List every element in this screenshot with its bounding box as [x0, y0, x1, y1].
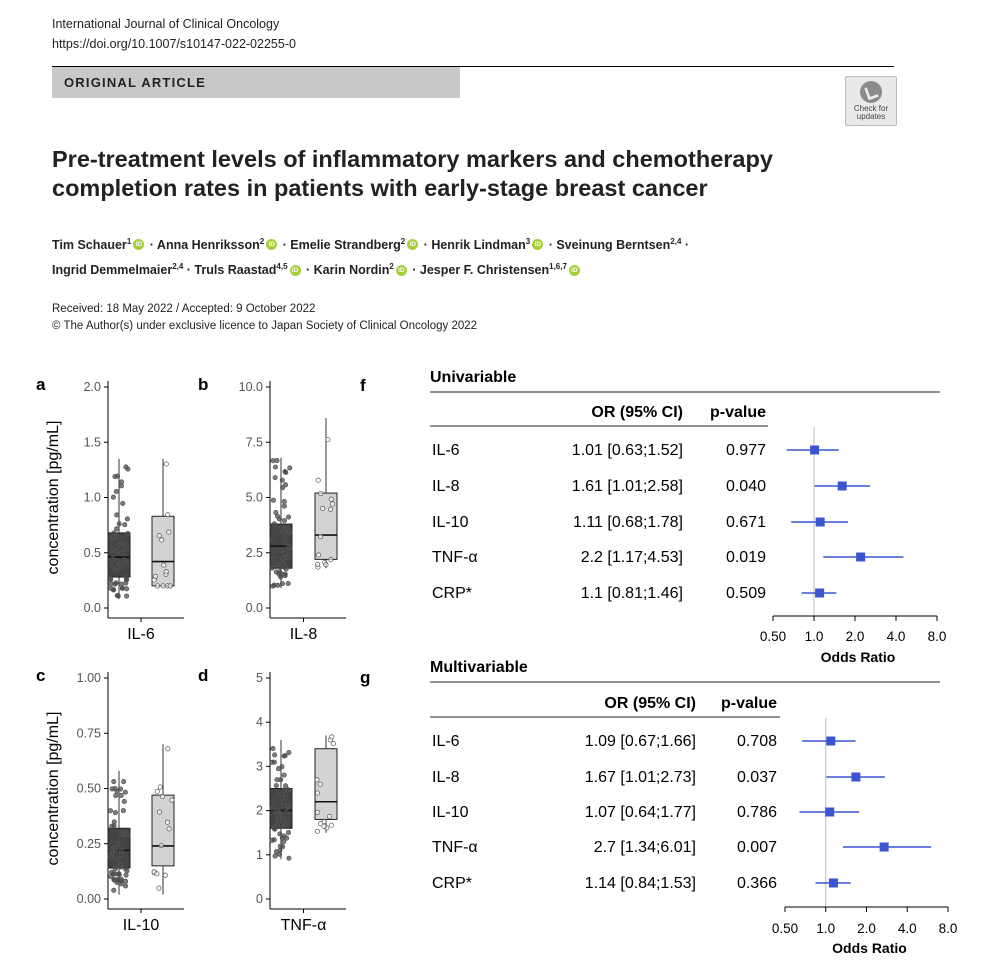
data-point [330, 735, 334, 739]
or-marker [826, 737, 835, 746]
data-point [157, 533, 161, 537]
data-point [286, 830, 290, 834]
row-label: IL-10 [432, 514, 469, 531]
data-point [110, 787, 114, 791]
row-or-ci: 1.67 [1.01;2.73] [584, 769, 696, 786]
data-point [315, 829, 319, 833]
author-name[interactable]: Ingrid Demmelmaier [52, 263, 173, 278]
data-point [273, 854, 277, 858]
data-point [270, 566, 274, 570]
data-point [162, 563, 166, 567]
data-point [278, 848, 282, 852]
orcid-icon[interactable]: iD [532, 239, 543, 250]
data-point [120, 832, 124, 836]
data-point [124, 873, 128, 877]
data-point [284, 836, 288, 840]
data-point [163, 873, 167, 877]
data-point [286, 515, 290, 519]
data-point [116, 594, 120, 598]
y-tick-label: 2 [256, 803, 263, 818]
data-point [283, 469, 287, 473]
author-name[interactable]: Tim Schauer [52, 238, 127, 253]
y-tick-label: 1.0 [83, 490, 101, 505]
y-tick-label: 4 [256, 715, 263, 730]
data-point [283, 572, 287, 576]
data-point [329, 823, 333, 827]
title-line-1: Pre-treatment levels of inflammatory markers and chemotherapy [52, 146, 773, 172]
doi-link[interactable]: https://doi.org/10.1007/s10147-022-02255-0 [52, 37, 296, 51]
data-point [170, 798, 174, 802]
orcid-icon[interactable]: iD [290, 265, 301, 276]
author-name[interactable]: Anna Henriksson [156, 238, 260, 253]
data-point [110, 848, 114, 852]
orcid-icon[interactable]: iD [396, 265, 407, 276]
data-point [280, 478, 284, 482]
data-point [281, 817, 285, 821]
row-or-ci: 1.01 [0.63;1.52] [571, 442, 683, 459]
data-point [280, 836, 284, 840]
data-point [120, 586, 124, 590]
data-point [155, 584, 159, 588]
data-point [284, 536, 288, 540]
or-marker [829, 879, 838, 888]
y-tick-label: 0.00 [76, 892, 101, 906]
data-point [327, 814, 331, 818]
data-point [276, 583, 280, 587]
data-point [160, 538, 164, 542]
y-tick-label: 0.0 [245, 601, 263, 615]
data-point [277, 572, 281, 576]
row-or-ci: 1.61 [1.01;2.58] [571, 478, 683, 495]
data-point [115, 841, 119, 845]
data-point [125, 833, 129, 837]
data-point [123, 790, 127, 794]
y-tick-label: 1.00 [76, 671, 101, 685]
author-affiliation: 3 [525, 237, 531, 246]
or-marker [838, 482, 847, 491]
data-point [287, 750, 291, 754]
data-point [271, 498, 275, 502]
row-p-value: 0.019 [725, 549, 766, 566]
row-label: TNF-α [432, 839, 478, 856]
data-point [281, 556, 285, 560]
data-point [119, 484, 123, 488]
data-point [316, 553, 320, 557]
data-point [109, 564, 113, 568]
data-point [275, 458, 279, 462]
data-point [274, 562, 278, 566]
row-p-value: 0.037 [736, 769, 777, 786]
y-axis-label: concentration [pg/mL] [45, 420, 62, 575]
data-point [110, 534, 114, 538]
data-point [273, 827, 277, 831]
x-tick-label: 2.0 [857, 921, 876, 936]
data-point [115, 559, 119, 563]
data-point [316, 478, 320, 482]
data-point [155, 789, 159, 793]
data-point [112, 888, 116, 892]
data-point [273, 549, 277, 553]
author-name[interactable]: Karin Nordin [313, 263, 390, 278]
data-point [118, 864, 122, 868]
data-point [287, 554, 291, 558]
data-point [283, 753, 287, 757]
data-point [158, 785, 162, 789]
data-point [279, 548, 283, 552]
data-point [315, 810, 319, 814]
row-or-ci: 1.11 [0.68;1.78] [572, 514, 683, 531]
data-point [326, 437, 330, 441]
data-point [321, 506, 325, 510]
data-point [315, 562, 319, 566]
col-header-or: OR (95% CI) [591, 404, 683, 421]
x-axis-label: Odds Ratio [832, 940, 907, 956]
author-affiliation: 2 [389, 262, 394, 272]
data-point [114, 581, 118, 585]
col-header-p: p-value [709, 404, 766, 421]
x-tick-label: 0.50 [771, 921, 799, 936]
row-label: IL-6 [432, 733, 460, 750]
forest-title: Univariable [430, 369, 517, 386]
data-point [115, 564, 119, 568]
row-label: TNF-α [432, 549, 478, 566]
author-name[interactable]: Sveinung Berntsen [556, 238, 671, 253]
data-point [126, 531, 130, 535]
panel-letter: b [198, 375, 209, 394]
y-tick-label: 1.5 [83, 435, 101, 450]
data-point [110, 546, 114, 550]
data-point [125, 562, 129, 566]
data-point [167, 827, 171, 831]
data-point [119, 793, 123, 797]
y-tick-label: 7.5 [245, 435, 263, 450]
data-point [121, 501, 125, 505]
data-point [122, 558, 126, 562]
row-label: CRP* [432, 585, 473, 602]
author-name[interactable]: Henrik Lindman [431, 238, 526, 253]
row-label: IL-8 [432, 478, 460, 495]
y-tick-label: 0.25 [76, 836, 101, 851]
data-point [108, 808, 112, 812]
data-point [125, 869, 129, 873]
author-affiliation: 2 [400, 237, 406, 246]
or-marker [816, 518, 825, 527]
y-tick-label: 10.0 [238, 380, 263, 394]
data-point [276, 766, 280, 770]
data-point [283, 541, 287, 545]
data-point [116, 878, 120, 882]
row-p-value: 0.671 [725, 514, 766, 531]
data-point [287, 544, 291, 548]
check-updates-line2: updates [856, 112, 886, 121]
data-point [278, 777, 282, 781]
y-tick-label: 2.5 [245, 545, 263, 560]
author-affiliation: 1 [126, 237, 132, 246]
y-tick-label: 3 [256, 759, 263, 774]
data-point [115, 474, 119, 478]
y-tick-label: 0.75 [76, 726, 101, 741]
data-point [282, 504, 286, 508]
author-affiliation: 1,6,7 [549, 262, 567, 272]
orcid-icon[interactable]: iD [407, 239, 418, 250]
data-point [287, 856, 291, 860]
col-header-or: OR (95% CI) [604, 695, 696, 712]
data-point [318, 491, 322, 495]
data-point [166, 747, 170, 751]
y-tick-label: 0.5 [83, 545, 101, 560]
data-point [318, 534, 322, 538]
data-point [123, 522, 127, 526]
data-point [113, 867, 117, 871]
panel-letter: a [36, 375, 46, 394]
or-marker [851, 773, 860, 782]
data-point [329, 557, 333, 561]
y-tick-label: 0.50 [76, 781, 101, 796]
or-marker [856, 553, 865, 562]
data-point [286, 581, 290, 585]
data-point [282, 788, 286, 792]
data-point [270, 538, 274, 542]
data-point [272, 753, 276, 757]
x-tick-label: IL-8 [289, 626, 318, 643]
data-point [118, 787, 122, 791]
or-marker [880, 843, 889, 852]
data-point [281, 803, 285, 807]
data-point [273, 475, 277, 479]
data-point [315, 791, 319, 795]
author-list: Tim Schauer$^1$ iD · Anna Henriksson$^2$ iD · Emelie Strandberg$^2$ iD · Henrik Lindman$^3$ iD · Sveinung Berntsen$^{2,4}$ · Ingrid Demmelmaier$^{2,4}$ · Truls Raastad$^{4,5}$ iD · Karin Nordin$^2$ iD · Jesper F. Christensen$^{1,6,7}$ iD [52, 237, 690, 278]
data-point [121, 808, 125, 812]
data-point [110, 824, 114, 828]
orcid-icon[interactable]: iD [266, 239, 277, 250]
data-point [126, 467, 130, 471]
data-point [272, 838, 276, 842]
x-tick-label: 2.0 [845, 629, 865, 644]
panel-letter: f [360, 376, 366, 395]
data-point [168, 584, 172, 588]
data-point [115, 513, 119, 517]
data-point [270, 806, 274, 810]
journal-name: International Journal of Clinical Oncology [52, 17, 280, 31]
x-tick-label: 1.0 [804, 629, 824, 644]
received-dates: Received: 18 May 2022 / Accepted: 9 October 2022 [52, 303, 316, 315]
x-tick-label: TNF-α [280, 917, 327, 934]
author-affiliation: 2,4 [172, 262, 184, 272]
author-affiliation: 4,5 [276, 262, 288, 272]
data-point [152, 578, 156, 582]
data-point [119, 849, 123, 853]
row-or-ci: 2.2 [1.17;4.53] [580, 549, 683, 566]
y-tick-label: 2.0 [83, 380, 101, 394]
data-point [270, 760, 274, 764]
data-point [117, 872, 121, 876]
row-p-value: 0.509 [725, 585, 766, 602]
or-marker [810, 446, 819, 455]
row-label: IL-6 [432, 442, 460, 459]
data-point [277, 821, 281, 825]
data-point [273, 465, 277, 469]
orcid-icon[interactable]: iD [569, 265, 580, 276]
data-point [165, 820, 169, 824]
row-p-value: 0.366 [736, 875, 777, 892]
y-tick-label: 0 [256, 892, 263, 906]
data-point [286, 804, 290, 808]
data-point [124, 543, 128, 547]
data-point [116, 856, 120, 860]
x-tick-label: 4.0 [897, 921, 917, 936]
panel-letter: d [198, 666, 209, 685]
row-p-value: 0.040 [725, 478, 766, 495]
data-point [167, 530, 171, 534]
data-point [112, 820, 116, 824]
data-point [112, 779, 116, 783]
data-point [114, 527, 118, 531]
data-point [328, 507, 332, 511]
copyright-notice: © The Author(s) under exclusive licence to Japan Society of Clinical Oncology 2022 [52, 320, 478, 332]
x-tick-label: 8.0 [938, 921, 958, 936]
author-name[interactable]: Truls Raastad [194, 263, 277, 278]
row-p-value: 0.977 [725, 442, 766, 459]
data-point [282, 499, 286, 503]
data-point [283, 822, 287, 826]
row-label: IL-8 [432, 769, 460, 786]
data-point [111, 495, 115, 499]
data-point [108, 577, 112, 581]
data-point [122, 550, 126, 554]
panel-letter: g [360, 668, 371, 687]
row-p-value: 0.786 [736, 804, 777, 821]
row-or-ci: 2.7 [1.34;6.01] [593, 839, 696, 856]
row-label: CRP* [432, 875, 473, 892]
data-point [108, 854, 112, 858]
data-point [330, 502, 334, 506]
row-or-ci: 1.14 [0.84;1.53] [584, 875, 696, 892]
data-point [123, 879, 127, 883]
data-point [124, 594, 128, 598]
or-marker [825, 808, 834, 817]
data-point [111, 557, 115, 561]
y-tick-label: 1 [256, 847, 263, 862]
data-point [114, 489, 118, 493]
data-point [166, 513, 170, 517]
data-point [124, 578, 128, 582]
orcid-icon[interactable]: iD [133, 239, 144, 250]
panel-letter: c [36, 666, 46, 685]
data-point [278, 832, 282, 836]
data-point [288, 466, 292, 470]
data-point [283, 551, 287, 555]
data-point [271, 746, 275, 750]
data-point [272, 522, 276, 526]
data-point [113, 793, 117, 797]
y-tick-label: 5.0 [245, 490, 263, 505]
data-point [157, 810, 161, 814]
data-point [275, 808, 279, 812]
data-point [280, 485, 284, 489]
row-or-ci: 1.07 [0.64;1.77] [584, 804, 696, 821]
data-point [318, 782, 322, 786]
data-point [164, 570, 168, 574]
data-point [117, 522, 121, 526]
check-updates-line1: Check for [853, 104, 889, 113]
data-point [283, 530, 287, 534]
article-type: ORIGINAL ARTICLE [64, 75, 206, 90]
data-point [109, 870, 113, 874]
data-point [125, 517, 129, 521]
author-name[interactable]: Emelie Strandberg [290, 238, 401, 253]
data-point [282, 518, 286, 522]
data-point [324, 563, 328, 567]
y-axis-label: concentration [pg/mL] [45, 711, 62, 866]
author-affiliation: 2,4 [670, 237, 682, 246]
data-point [329, 497, 333, 501]
data-point [161, 584, 165, 588]
data-point [276, 793, 280, 797]
data-point [122, 799, 126, 803]
y-tick-label: 0.0 [83, 601, 101, 615]
data-point [113, 810, 117, 814]
data-point [155, 872, 159, 876]
y-tick-label: 5 [256, 671, 263, 685]
data-point [284, 810, 288, 814]
data-point [282, 773, 286, 777]
data-point [315, 778, 319, 782]
data-point [331, 741, 335, 745]
data-point [284, 526, 288, 530]
data-point [123, 884, 127, 888]
data-point [157, 886, 161, 890]
data-point [274, 510, 278, 514]
data-point [274, 783, 278, 787]
data-point [164, 462, 168, 466]
author-name[interactable]: Jesper F. Christensen [419, 263, 550, 278]
data-point [271, 798, 275, 802]
row-or-ci: 1.09 [0.67;1.66] [584, 733, 696, 750]
x-axis-label: Odds Ratio [820, 649, 896, 665]
row-p-value: 0.708 [736, 733, 777, 750]
x-tick-label: 8.0 [927, 629, 947, 644]
title-line-2: completion rates in patients with early-stage breast cancer [52, 175, 708, 201]
x-tick-label: 0.50 [759, 629, 787, 644]
data-point [119, 882, 123, 886]
x-tick-label: 4.0 [886, 629, 906, 644]
forest-title: Multivariable [430, 659, 528, 676]
author-affiliation: 2 [259, 237, 265, 246]
data-point [121, 779, 125, 783]
data-point [111, 588, 115, 592]
or-marker [815, 589, 824, 598]
col-header-p: p-value [720, 695, 777, 712]
data-point [271, 556, 275, 560]
x-tick-label: 1.0 [816, 921, 836, 936]
row-p-value: 0.007 [736, 839, 777, 856]
data-point [124, 587, 128, 591]
data-point [281, 562, 285, 566]
x-tick-label: IL-10 [122, 917, 160, 934]
row-label: IL-10 [432, 804, 469, 821]
data-point [159, 843, 163, 847]
data-point [280, 581, 284, 585]
x-tick-label: IL-6 [127, 626, 155, 643]
data-point [280, 796, 284, 800]
data-point [318, 822, 322, 826]
row-or-ci: 1.1 [0.81;1.46] [580, 585, 683, 602]
data-point [160, 794, 164, 798]
